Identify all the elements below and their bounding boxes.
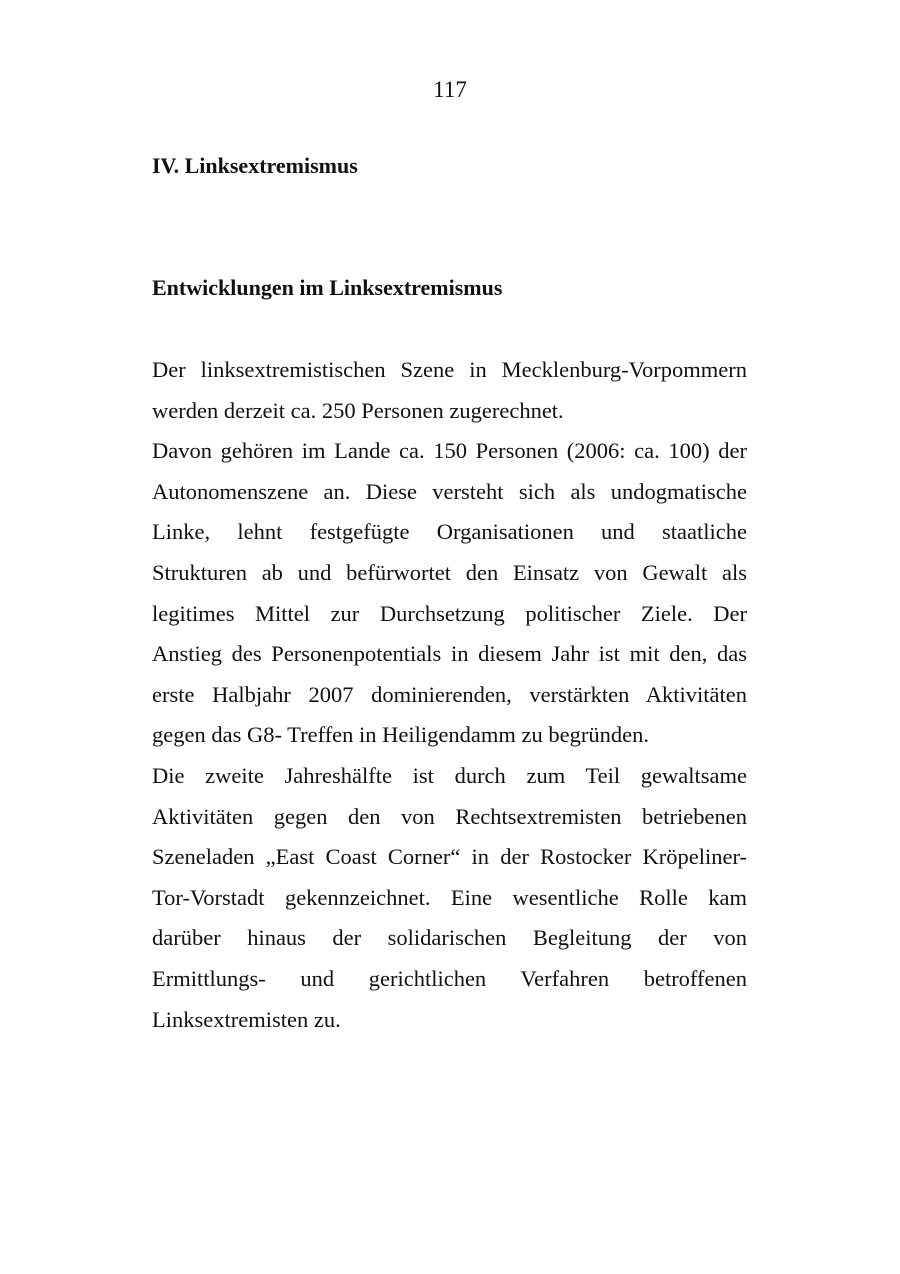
body-line: Ermittlungs- und gerichtlichen Verfahren betroffenen (152, 965, 747, 991)
body-line: werden derzeit ca. 250 Personen zugerechnet. (152, 397, 564, 423)
body-line: Linksextremisten zu. (152, 1006, 341, 1032)
body-line: Anstieg des Personenpotentials in diesem Jahr ist mit den, das (152, 641, 747, 667)
body-line: Strukturen ab und befürwortet den Einsatz von Gewalt als (152, 559, 747, 585)
body-line: Linke, lehnt festgefügte Organisationen und staatliche (152, 519, 747, 545)
body-line: gegen das G8- Treffen in Heiligendamm zu begründen. (152, 722, 649, 748)
body-line: Szeneladen „East Coast Corner“ in der Rostocker Kröpeliner- (152, 844, 747, 870)
body-line: Die zweite Jahreshälfte ist durch zum Teil gewaltsame (152, 762, 747, 788)
body-line: Autonomenszene an. Diese versteht sich als undogmatische (152, 478, 747, 504)
body-line: Davon gehören im Lande ca. 150 Personen (2006: ca. 100) der (152, 438, 747, 464)
body-line: Aktivitäten gegen den von Rechtsextremisten betriebenen (152, 803, 747, 829)
body-line: legitimes Mittel zur Durchsetzung politischer Ziele. Der (152, 600, 747, 626)
page-number: 117 (433, 77, 467, 102)
body-line: Tor-Vorstadt gekennzeichnet. Eine wesentliche Rolle kam (152, 884, 747, 910)
section-title: Entwicklungen im Linksextremismus (152, 275, 503, 300)
body-paragraphs (152, 350, 747, 1040)
body-line: erste Halbjahr 2007 dominierenden, verstärkten Aktivitäten (152, 681, 747, 707)
body-line: darüber hinaus der solidarischen Begleitung der von (152, 925, 747, 951)
chapter-title: IV. Linksextremismus (152, 153, 358, 178)
body-line: Der linksextremistischen Szene in Mecklenburg-Vorpommern (152, 357, 747, 382)
